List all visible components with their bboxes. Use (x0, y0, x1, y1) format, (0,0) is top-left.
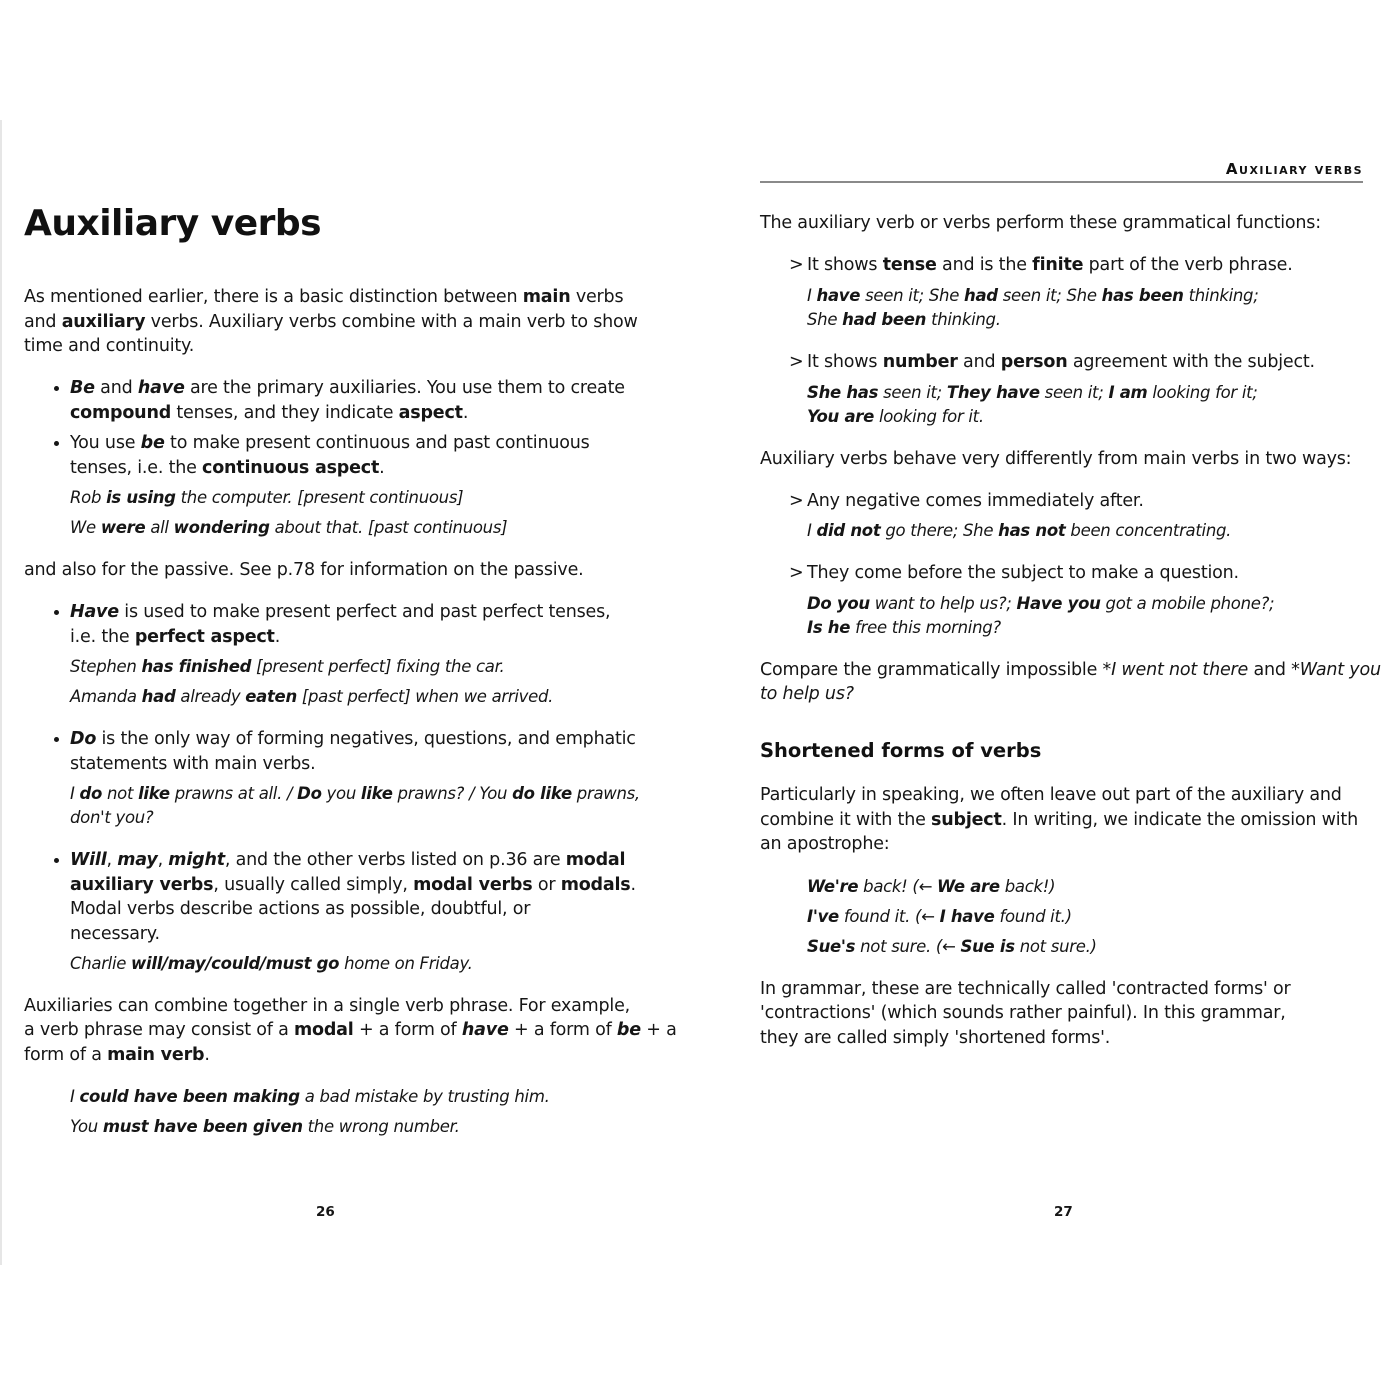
running-head: Auxiliary verbs (1225, 160, 1363, 178)
example-sentence: Do you want to help us?; Have you got a mobile phone?; (807, 594, 1275, 613)
shortened-paragraph-line: an apostrophe: (760, 834, 890, 854)
example-sentence: don't you? (70, 808, 154, 827)
example-sentence: Is he free this morning? (807, 618, 1001, 637)
bullet-text-line: compound tenses, and they indicate aspect. (70, 403, 469, 423)
bullet-text-line: Do is the only way of forming negatives, questions, and emphatic (70, 729, 636, 749)
bullet-text-line: auxiliary verbs, usually called simply, modal verbs or modals. (70, 875, 636, 895)
combine-paragraph-line: Auxiliaries can combine together in a single verb phrase. For example, (24, 996, 631, 1016)
bullet-text-line: tenses, i.e. the continuous aspect. (70, 458, 385, 478)
list-item: It shows tense and is the finite part of the verb phrase. (807, 255, 1293, 275)
intro-paragraph-line: and auxiliary verbs. Auxiliary verbs combine with a main verb to show (24, 312, 638, 332)
page-number-left: 26 (316, 1204, 335, 1220)
example-sentence: I could have been making a bad mistake by trusting him. (70, 1087, 550, 1106)
intro-paragraph-line: time and continuity. (24, 336, 195, 356)
example-sentence: You are looking for it. (807, 407, 984, 426)
bullet-icon (54, 386, 59, 391)
example-sentence: Rob is using the computer. [present continuous] (70, 488, 464, 507)
example-sentence: We were all wondering about that. [past continuous] (70, 518, 508, 537)
compare-paragraph-line: Compare the grammatically impossible *I went not there and *Want you (760, 660, 1381, 680)
list-item: They come before the subject to make a question. (807, 563, 1239, 583)
bullet-icon (54, 441, 59, 446)
example-sentence: Stephen has finished [present perfect] fixing the car. (70, 657, 505, 676)
bullet-text-line: i.e. the perfect aspect. (70, 627, 281, 647)
chevron-right-icon: > (789, 491, 804, 511)
shortened-paragraph-line: Particularly in speaking, we often leave out part of the auxiliary and (760, 785, 1342, 805)
example-sentence: Sue's not sure. (← Sue is not sure.) (807, 937, 1097, 956)
page-edge (0, 120, 2, 1265)
passive-paragraph: and also for the passive. See p.78 for information on the passive. (24, 560, 584, 580)
example-sentence: Charlie will/may/could/must go home on Friday. (70, 954, 473, 973)
chevron-right-icon: > (789, 352, 804, 372)
combine-paragraph-line: form of a main verb. (24, 1045, 210, 1065)
example-sentence: I've found it. (← I have found it.) (807, 907, 1072, 926)
page-number-right: 27 (1054, 1204, 1073, 1220)
example-sentence: She has seen it; They have seen it; I am looking for it; (807, 383, 1258, 402)
page-title: Auxiliary verbs (24, 203, 322, 244)
example-sentence: Amanda had already eaten [past perfect] when we arrived. (70, 687, 554, 706)
header-rule (760, 181, 1363, 183)
functions-intro: The auxiliary verb or verbs perform these grammatical functions: (760, 213, 1321, 233)
grammar-paragraph-line: In grammar, these are technically called 'contracted forms' or (760, 979, 1291, 999)
list-item: It shows number and person agreement with the subject. (807, 352, 1315, 372)
example-sentence: You must have been given the wrong number. (70, 1117, 460, 1136)
example-sentence: I did not go there; She has not been concentrating. (807, 521, 1232, 540)
compare-paragraph-line: to help us? (760, 684, 854, 704)
intro-paragraph-line: As mentioned earlier, there is a basic distinction between main verbs (24, 287, 624, 307)
section-heading: Shortened forms of verbs (760, 739, 1042, 762)
bullet-text-line: Modal verbs describe actions as possible, doubtful, or (70, 899, 531, 919)
bullet-text-line: necessary. (70, 924, 160, 944)
bullet-icon (54, 858, 59, 863)
combine-paragraph-line: a verb phrase may consist of a modal + a form of have + a form of be + a (24, 1020, 677, 1040)
bullet-text-line: You use be to make present continuous and past continuous (70, 433, 590, 453)
grammar-paragraph-line: 'contractions' (which sounds rather painful). In this grammar, (760, 1003, 1286, 1023)
bullet-text-line: Will, may, might, and the other verbs listed on p.36 are modal (70, 850, 626, 870)
chevron-right-icon: > (789, 255, 804, 275)
example-sentence: She had been thinking. (807, 310, 1001, 329)
chevron-right-icon: > (789, 563, 804, 583)
bullet-icon (54, 737, 59, 742)
behave-paragraph: Auxiliary verbs behave very differently from main verbs in two ways: (760, 449, 1352, 469)
bullet-text-line: Be and have are the primary auxiliaries. You use them to create (70, 378, 625, 398)
bullet-text-line: Have is used to make present perfect and past perfect tenses, (70, 602, 611, 622)
example-sentence: I have seen it; She had seen it; She has been thinking; (807, 286, 1259, 305)
bullet-text-line: statements with main verbs. (70, 754, 316, 774)
example-sentence: I do not like prawns at all. / Do you like prawns? / You do like prawns, (70, 784, 640, 803)
bullet-icon (54, 610, 59, 615)
grammar-paragraph-line: they are called simply 'shortened forms'. (760, 1028, 1111, 1048)
list-item: Any negative comes immediately after. (807, 491, 1144, 511)
shortened-paragraph-line: combine it with the subject. In writing, we indicate the omission with (760, 810, 1358, 830)
example-sentence: We're back! (← We are back!) (807, 877, 1056, 896)
